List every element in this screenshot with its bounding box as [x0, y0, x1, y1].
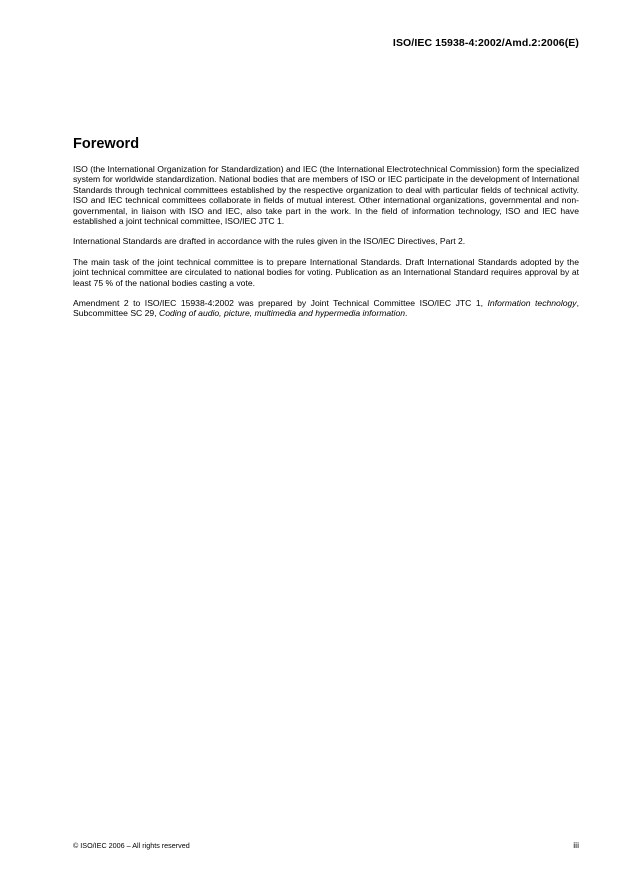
amendment-text-3: .	[405, 308, 408, 319]
amendment-committee-title: Information technology	[487, 298, 577, 309]
foreword-paragraph-1: ISO (the International Organization for Standardization) and IEC (the International Electrotechnical Commission) form the specialized system for worldwide standardization. National bodies that are members of ISO or IEC participate in the development of International Standards through technical committees established by the respective organization to deal with particular fields of technical activity. ISO and IEC technical committees collaborate in fields of mutual interest. Other international organizations, governmental and non-governmental, in liaison with ISO and IEC, also take part in the work. In the field of information technology, ISO and IEC have established a joint technical committee, ISO/IEC JTC 1.	[73, 164, 579, 227]
foreword-section	[73, 136, 579, 329]
amendment-subcommittee-title: Coding of audio, picture, multimedia and hypermedia information	[158, 308, 405, 319]
foreword-paragraph-3: The main task of the joint technical committee is to prepare International Standards. Draft International Standards adopted by the joint technical committee are circulated to national bodies for voting. Publication as an International Standard requires approval by at least 75 % of the national bodies casting a vote.	[73, 256, 579, 288]
footer-copyright: © ISO/IEC 2006 – All rights reserved	[73, 841, 190, 850]
document-identifier: ISO/IEC 15938-4:2002/Amd.2:2006(E)	[392, 37, 579, 49]
foreword-paragraph-2: International Standards are drafted in accordance with the rules given in the ISO/IEC Directives, Part 2.	[73, 236, 466, 247]
footer-page-number: iii	[573, 840, 579, 850]
foreword-heading: Foreword	[73, 136, 140, 152]
foreword-paragraph-4	[73, 298, 579, 319]
amendment-text-1: Amendment 2 to ISO/IEC 15938-4:2002 was prepared by Joint Technical Committee ISO/IEC JTC 1,	[73, 298, 488, 309]
amendment-text-2: , Subcommittee SC 29,	[73, 298, 579, 319]
